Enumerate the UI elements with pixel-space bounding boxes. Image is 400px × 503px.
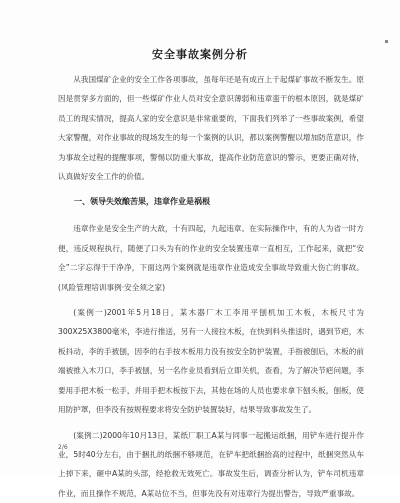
- section-heading: 一、领导失效酿苦果，违章作业是祸根: [58, 194, 364, 210]
- page-number: 2/6: [58, 444, 68, 451]
- scan-mark: [385, 40, 388, 43]
- case-two-paragraph: (案例二)2000年10月13日，某纸厂职工A某与同事一起搬运纸捆，用铲车进行提升作业，5时40分左右，由于捆扎的纸捆不够规范，在铲车把纸捆抬高的过程中，纸捆突然从车上掉下来，砸中A某的头部，经抢救无效死亡。事故发生后，调查分析认为，铲车司机违章作业，而且操作不规范，A某站位不当，但事先没有对违章行为提出警告，导致严重事故。: [58, 426, 364, 503]
- intro-paragraph: 从我国煤矿企业的安全工作各项事故，虽每年还是有成百上千起煤矿事故不断发生。原因是贯穿多方面的，但一些煤矿作业人员对安全意识薄弱和违章蛮干的根本原因，就是煤矿员工的现实情况，提高人家的安全意识是非常重要的，下面我们列举了一些事故案例，希望大家警醒，对作业事故的现场发生的每一个案例的认识，都以案例警醒以增加防范意识，作为事故全过程的提醒事项，警惕以防重大事故，提高作业防范意识的警示，更要正确对待，认真做好安全工作的价值。: [58, 70, 364, 186]
- document-body: [58, 70, 364, 503]
- document-title: 安全事故案例分析: [0, 46, 400, 62]
- section-paragraph: 违章作业是安全生产的大敌，十有四起，九起违章。在实际操作中，有的人为省一时方便，违反规程执行，随便了口头为有的作业的安全装置违章一直相互，工作起来，就把“安全”二字忘得干干净净，下面这两个案例就是违章作业造成安全事故导致重大伤亡的事故。(风险管理培训事例·安全须之家): [58, 219, 364, 297]
- case-one-paragraph: (案例一)2001年5月18日，某木器厂木工李用平刨机加工木板，木板尺寸为300X25X3800毫米，李进行推送，另有一人接拉木板，在快到料头推送时，遇到节疤，木板抖动，李的手被刨，因李的右手按木板用力没有按安全防护装置，手指被刨后，木板的前端被推入木刀口，李手被刨，另一名作业员看到后立即关机，查看，为了解决节疤问题，李要用手把木板一松手，并用手把木板按下去，其他在场的人员也要求拿下刨头板，刨板，使用防护罩，但李没有按规程要求将安全防护装置装好，结果导致事故发生了。: [58, 303, 364, 419]
